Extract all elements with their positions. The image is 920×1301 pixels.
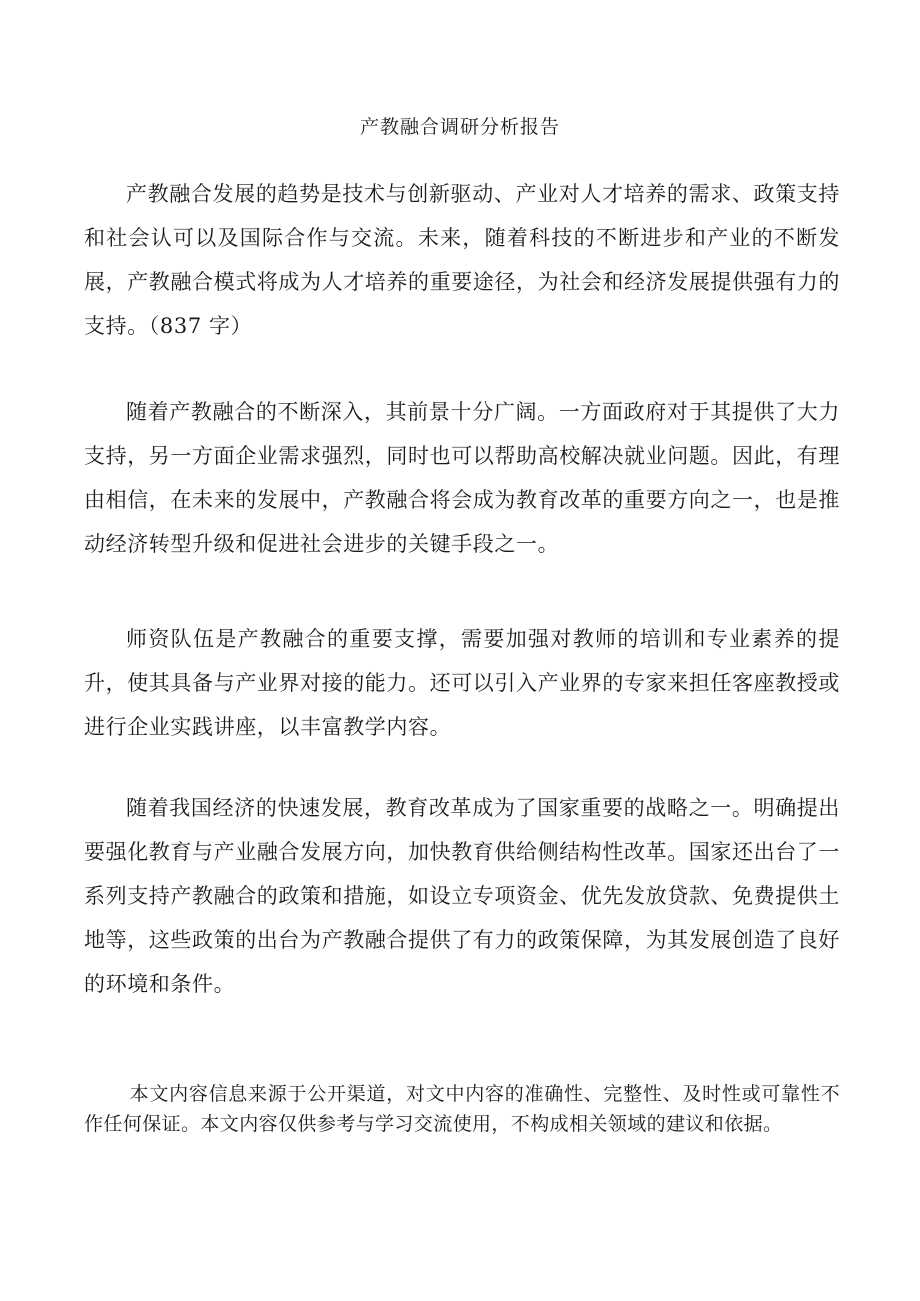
paragraph-text: 随着我国经济的快速发展，教育改革成为了国家重要的战略之一。明确提出要强化教育与产业融合发展方向，加快教育供给侧结构性改革。国家还出台了一系列支持产教融合的政策和措施，如设立专项资金、优先发放贷款、免费提供土地等，这些政策的出台为产教融合提供了有力的政策保障，为其发展创造了良好的环境和条件。 [84, 796, 840, 996]
paragraph-prospect [84, 390, 840, 566]
paragraph-trend [84, 172, 840, 348]
paragraph-text: 师资队伍是产教融合的重要支撑，需要加强对教师的培训和专业素养的提升，使其具备与产业界对接的能力。还可以引入产业界的专家来担任客座教授或进行企业实践讲座，以丰富教学内容。 [84, 627, 840, 739]
document-title: 产教融合调研分析报告 [359, 116, 560, 138]
paragraph-text: 产教融合发展的趋势是技术与创新驱动、产业对人才培养的需求、政策支持和社会认可以及国际合作与交流。未来，随着科技的不断进步和产业的不断发展，产教融合模式将成为人才培养的重要途径，为社会和经济发展提供强有力的支持。（837 字） [84, 182, 840, 338]
paragraph-faculty [84, 617, 840, 749]
paragraph-policy [84, 786, 840, 1006]
paragraph-text: 随着产教融合的不断深入，其前景十分广阔。一方面政府对于其提供了大力支持，另一方面企业需求强烈，同时也可以帮助高校解决就业问题。因此，有理由相信，在未来的发展中，产教融合将会成为教育改革的重要方向之一，也是推动经济转型升级和促进社会进步的关键手段之一。 [84, 400, 840, 556]
disclaimer-text: 本文内容信息来源于公开渠道，对文中内容的准确性、完整性、及时性或可靠性不作任何保证。本文内容仅供参考与学习交流使用，不构成相关领域的建议和依据。 [84, 1083, 840, 1135]
